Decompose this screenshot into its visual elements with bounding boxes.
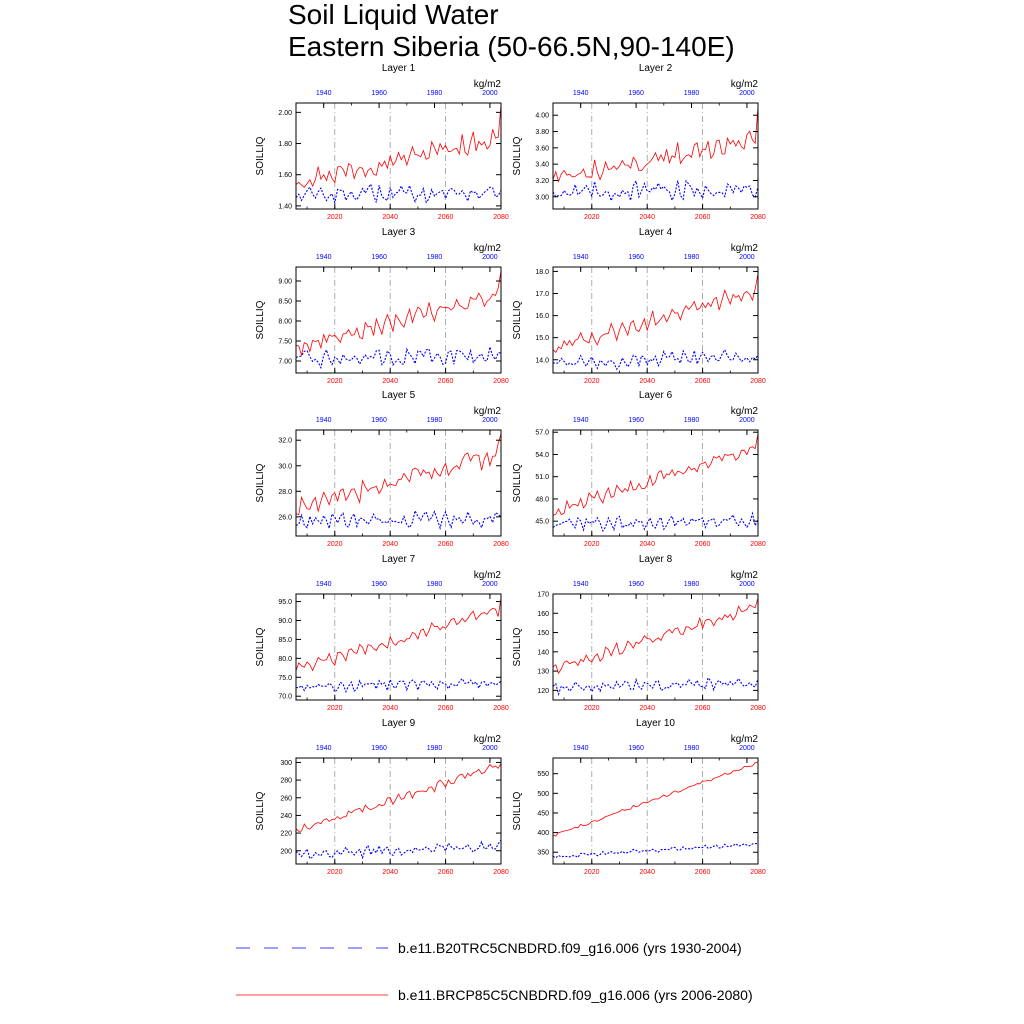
series-line-rcp85 bbox=[296, 598, 501, 671]
plot-frame bbox=[296, 594, 501, 700]
x-tick-label-bottom: 2040 bbox=[639, 869, 655, 876]
x-tick-label-bottom: 2060 bbox=[437, 378, 454, 385]
y-tick-label: 130 bbox=[537, 668, 549, 676]
x-tick-label-bottom: 2060 bbox=[694, 541, 711, 548]
units-label: kg/m2 bbox=[730, 243, 758, 254]
y-tick-label: 1.80 bbox=[278, 141, 292, 149]
y-tick-label: 75.0 bbox=[278, 674, 292, 682]
x-tick-label-bottom: 2020 bbox=[326, 705, 343, 712]
plot-frame bbox=[296, 267, 501, 373]
legend bbox=[236, 940, 753, 1003]
x-tick-label-top: 1940 bbox=[572, 417, 589, 424]
x-tick-label-bottom: 2020 bbox=[583, 541, 600, 548]
panel-title: Layer 1 bbox=[381, 63, 416, 74]
x-tick-label-bottom: 2080 bbox=[493, 214, 509, 221]
y-tick-label: 7.00 bbox=[278, 358, 292, 366]
y-tick-label: 26.0 bbox=[278, 514, 292, 522]
y-tick-label: 240 bbox=[280, 812, 292, 820]
x-tick-label-top: 1940 bbox=[572, 254, 589, 261]
x-tick-label-bottom: 2060 bbox=[694, 705, 711, 712]
series-line-rcp85 bbox=[553, 107, 758, 181]
units-label: kg/m2 bbox=[473, 734, 501, 745]
y-tick-label: 160 bbox=[537, 610, 549, 618]
x-tick-label-top: 1960 bbox=[371, 254, 387, 261]
x-tick-label-top: 2000 bbox=[482, 581, 498, 588]
y-tick-label: 220 bbox=[280, 830, 292, 838]
panel-title: Layer 9 bbox=[381, 718, 416, 729]
x-tick-label-bottom: 2040 bbox=[382, 869, 398, 876]
panel-layer-6 bbox=[512, 390, 766, 548]
series-line-historical bbox=[296, 347, 501, 368]
y-tick-label: 3.20 bbox=[535, 177, 549, 185]
x-tick-label-top: 2000 bbox=[739, 581, 755, 588]
x-tick-label-top: 1940 bbox=[315, 254, 332, 261]
x-tick-label-bottom: 2040 bbox=[382, 378, 398, 385]
y-tick-label: 30.0 bbox=[278, 463, 292, 471]
series-line-historical bbox=[553, 513, 758, 531]
y-tick-label: 1.40 bbox=[278, 203, 292, 211]
x-tick-label-top: 1960 bbox=[628, 90, 644, 97]
legend-label: b.e11.B20TRC5CNBDRD.f09_g16.006 (yrs 1930-2004) bbox=[398, 940, 742, 956]
x-tick-label-bottom: 2020 bbox=[326, 214, 343, 221]
series-line-historical bbox=[296, 511, 501, 529]
x-tick-label-top: 1960 bbox=[628, 254, 644, 261]
series-line-rcp85 bbox=[553, 598, 758, 673]
y-tick-label: 120 bbox=[537, 687, 549, 695]
x-tick-label-top: 1980 bbox=[683, 90, 700, 97]
units-label: kg/m2 bbox=[473, 570, 501, 581]
y-tick-label: 9.00 bbox=[278, 278, 292, 286]
y-tick-label: 95.0 bbox=[278, 599, 292, 607]
y-tick-label: 400 bbox=[537, 830, 549, 838]
chart-subtitle: Eastern Siberia (50-66.5N,90-140E) bbox=[288, 31, 735, 62]
series-line-rcp85 bbox=[296, 434, 501, 515]
panel-layer-7 bbox=[255, 554, 509, 712]
x-tick-label-top: 1960 bbox=[628, 417, 644, 424]
x-tick-label-bottom: 2080 bbox=[750, 378, 766, 385]
x-tick-label-top: 1940 bbox=[315, 417, 332, 424]
x-tick-label-bottom: 2080 bbox=[750, 541, 766, 548]
x-tick-label-top: 2000 bbox=[739, 745, 755, 752]
series-line-historical bbox=[296, 679, 501, 692]
x-tick-label-top: 2000 bbox=[482, 254, 498, 261]
panel-layer-5 bbox=[255, 390, 509, 548]
y-tick-label: 150 bbox=[537, 630, 549, 638]
x-tick-label-bottom: 2040 bbox=[382, 705, 398, 712]
y-tick-label: 90.0 bbox=[278, 618, 292, 625]
y-tick-label: 170 bbox=[537, 591, 549, 599]
units-label: kg/m2 bbox=[730, 79, 758, 90]
series-line-rcp85 bbox=[296, 763, 501, 831]
x-tick-label-top: 1960 bbox=[628, 745, 644, 752]
units-label: kg/m2 bbox=[473, 243, 501, 254]
x-tick-label-bottom: 2020 bbox=[326, 378, 343, 385]
y-tick-label: 3.00 bbox=[535, 194, 549, 202]
series-line-historical bbox=[296, 840, 501, 859]
y-tick-label: 350 bbox=[537, 849, 549, 857]
y-tick-label: 500 bbox=[537, 790, 549, 798]
x-tick-label-top: 2000 bbox=[739, 254, 755, 261]
y-tick-label: 45.0 bbox=[535, 518, 549, 526]
plot-frame bbox=[553, 103, 758, 209]
x-tick-label-top: 2000 bbox=[482, 417, 498, 424]
x-tick-label-top: 2000 bbox=[482, 745, 498, 752]
y-tick-label: 3.80 bbox=[535, 129, 549, 137]
x-tick-label-bottom: 2020 bbox=[326, 541, 343, 548]
series-line-rcp85 bbox=[296, 271, 501, 355]
y-tick-label: 48.0 bbox=[535, 496, 549, 504]
y-tick-label: 2.00 bbox=[278, 109, 292, 117]
units-label: kg/m2 bbox=[473, 406, 501, 417]
x-tick-label-bottom: 2040 bbox=[382, 214, 398, 221]
x-tick-label-top: 1940 bbox=[572, 745, 589, 752]
panel-title: Layer 10 bbox=[636, 718, 675, 729]
x-tick-label-top: 1980 bbox=[426, 417, 443, 424]
x-tick-label-top: 1960 bbox=[371, 581, 387, 588]
y-tick-label: 8.50 bbox=[278, 298, 292, 306]
x-tick-label-bottom: 2040 bbox=[382, 541, 398, 548]
y-tick-label: 14.0 bbox=[535, 357, 549, 365]
y-tick-label: 54.0 bbox=[535, 451, 549, 459]
panel-layer-9 bbox=[255, 718, 509, 876]
units-label: kg/m2 bbox=[730, 570, 758, 581]
series-line-historical bbox=[553, 844, 758, 858]
x-tick-label-bottom: 2020 bbox=[583, 869, 600, 876]
x-tick-label-top: 1960 bbox=[371, 745, 387, 752]
y-axis-label: SOILLIQ bbox=[255, 791, 266, 831]
x-tick-label-top: 1980 bbox=[683, 581, 700, 588]
x-tick-label-bottom: 2040 bbox=[639, 214, 655, 221]
y-tick-label: 280 bbox=[280, 777, 292, 785]
y-tick-label: 260 bbox=[280, 795, 292, 803]
x-tick-label-top: 1960 bbox=[371, 417, 387, 424]
y-tick-label: 51.0 bbox=[535, 474, 549, 482]
x-tick-label-top: 2000 bbox=[739, 90, 755, 97]
y-tick-label: 8.00 bbox=[278, 318, 292, 326]
series-line-historical bbox=[553, 181, 758, 201]
panel-layer-10 bbox=[512, 718, 766, 876]
plot-frame bbox=[553, 594, 758, 700]
y-tick-label: 3.40 bbox=[535, 161, 549, 169]
units-label: kg/m2 bbox=[730, 406, 758, 417]
panel-title: Layer 4 bbox=[638, 227, 673, 238]
panel-title: Layer 7 bbox=[381, 554, 416, 565]
y-tick-label: 18.0 bbox=[535, 268, 549, 276]
y-tick-label: 3.60 bbox=[535, 145, 549, 153]
x-tick-label-bottom: 2060 bbox=[694, 378, 711, 385]
y-tick-label: 4.00 bbox=[535, 112, 549, 120]
y-tick-label: 70.0 bbox=[278, 693, 292, 701]
y-tick-label: 28.0 bbox=[278, 488, 292, 496]
x-tick-label-top: 1980 bbox=[683, 254, 700, 261]
x-tick-label-top: 1960 bbox=[371, 90, 387, 97]
panel-title: Layer 8 bbox=[638, 554, 673, 565]
panel-layer-2 bbox=[512, 63, 766, 221]
y-tick-label: 16.0 bbox=[535, 313, 549, 321]
y-tick-label: 200 bbox=[280, 848, 292, 856]
series-line-rcp85 bbox=[296, 105, 501, 188]
y-axis-label: SOILLIQ bbox=[512, 463, 523, 503]
y-tick-label: 1.60 bbox=[278, 172, 292, 180]
x-tick-label-bottom: 2080 bbox=[750, 869, 766, 876]
x-tick-label-bottom: 2020 bbox=[326, 869, 343, 876]
x-tick-label-top: 1940 bbox=[572, 90, 589, 97]
y-tick-label: 57.0 bbox=[535, 429, 549, 437]
x-tick-label-bottom: 2020 bbox=[583, 705, 600, 712]
panel-layer-1 bbox=[255, 63, 509, 221]
x-tick-label-bottom: 2080 bbox=[493, 378, 509, 385]
panel-layer-8 bbox=[512, 554, 766, 712]
x-tick-label-top: 1940 bbox=[572, 581, 589, 588]
series-line-historical bbox=[553, 678, 758, 694]
series-line-historical bbox=[296, 184, 501, 203]
x-tick-label-bottom: 2080 bbox=[750, 214, 766, 221]
y-tick-label: 450 bbox=[537, 810, 549, 818]
series-line-rcp85 bbox=[553, 434, 758, 516]
x-tick-label-bottom: 2040 bbox=[639, 541, 655, 548]
legend-label: b.e11.BRCP85C5CNBDRD.f09_g16.006 (yrs 2006-2080) bbox=[398, 987, 753, 1003]
x-tick-label-bottom: 2060 bbox=[437, 705, 454, 712]
panel-title: Layer 3 bbox=[381, 227, 416, 238]
y-tick-label: 17.0 bbox=[535, 291, 549, 298]
y-tick-label: 80.0 bbox=[278, 655, 292, 663]
y-axis-label: SOILLIQ bbox=[255, 300, 266, 340]
panel-title: Layer 2 bbox=[638, 63, 673, 74]
x-tick-label-top: 1980 bbox=[426, 90, 443, 97]
x-tick-label-top: 1940 bbox=[315, 90, 332, 97]
x-tick-label-top: 1980 bbox=[683, 745, 700, 752]
x-tick-label-bottom: 2060 bbox=[437, 541, 454, 548]
y-tick-label: 550 bbox=[537, 771, 549, 779]
x-tick-label-bottom: 2020 bbox=[583, 378, 600, 385]
x-tick-label-bottom: 2020 bbox=[583, 214, 600, 221]
y-tick-label: 300 bbox=[280, 759, 292, 767]
units-label: kg/m2 bbox=[473, 79, 501, 90]
y-tick-label: 140 bbox=[537, 649, 549, 657]
y-axis-label: SOILLIQ bbox=[512, 300, 523, 340]
y-tick-label: 32.0 bbox=[278, 437, 292, 445]
x-tick-label-bottom: 2040 bbox=[639, 705, 655, 712]
y-tick-label: 15.0 bbox=[535, 335, 549, 343]
x-tick-label-top: 1940 bbox=[315, 745, 332, 752]
x-tick-label-bottom: 2060 bbox=[437, 869, 454, 876]
x-tick-label-bottom: 2080 bbox=[493, 705, 509, 712]
panel-title: Layer 5 bbox=[381, 390, 416, 401]
series-line-rcp85 bbox=[553, 274, 758, 353]
y-axis-label: SOILLIQ bbox=[255, 136, 266, 176]
panel-layer-3 bbox=[255, 227, 509, 385]
series-line-rcp85 bbox=[553, 762, 758, 836]
x-tick-label-top: 1980 bbox=[683, 417, 700, 424]
x-tick-label-bottom: 2080 bbox=[493, 869, 509, 876]
x-tick-label-bottom: 2080 bbox=[750, 705, 766, 712]
x-tick-label-top: 1940 bbox=[315, 581, 332, 588]
x-tick-label-top: 1960 bbox=[628, 581, 644, 588]
panel-title: Layer 6 bbox=[638, 390, 673, 401]
x-tick-label-top: 1980 bbox=[426, 745, 443, 752]
y-tick-label: 7.50 bbox=[278, 338, 292, 346]
x-tick-label-bottom: 2080 bbox=[493, 541, 509, 548]
y-axis-label: SOILLIQ bbox=[512, 627, 523, 667]
x-tick-label-top: 1980 bbox=[426, 581, 443, 588]
x-tick-label-top: 2000 bbox=[739, 417, 755, 424]
y-axis-label: SOILLIQ bbox=[255, 463, 266, 503]
x-tick-label-bottom: 2060 bbox=[437, 214, 454, 221]
series-line-historical bbox=[553, 350, 758, 370]
y-axis-label: SOILLIQ bbox=[512, 791, 523, 831]
x-tick-label-top: 1980 bbox=[426, 254, 443, 261]
y-axis-label: SOILLIQ bbox=[512, 136, 523, 176]
y-axis-label: SOILLIQ bbox=[255, 627, 266, 667]
units-label: kg/m2 bbox=[730, 734, 758, 745]
x-tick-label-bottom: 2060 bbox=[694, 869, 711, 876]
x-tick-label-bottom: 2040 bbox=[639, 378, 655, 385]
x-tick-label-bottom: 2060 bbox=[694, 214, 711, 221]
chart-title: Soil Liquid Water bbox=[288, 0, 499, 30]
panel-layer-4 bbox=[512, 227, 766, 385]
x-tick-label-top: 2000 bbox=[482, 90, 498, 97]
y-tick-label: 85.0 bbox=[278, 636, 292, 644]
